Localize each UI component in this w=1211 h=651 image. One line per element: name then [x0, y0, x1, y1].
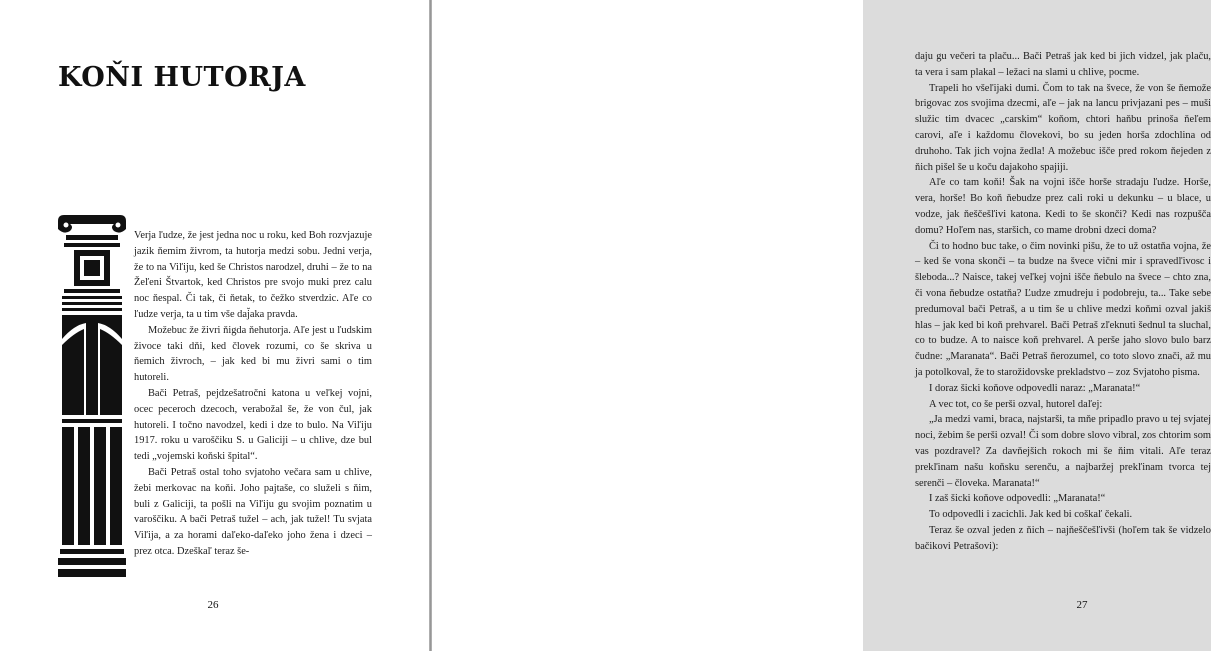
paragraph: A vec tot, co še perši ozval, hutorel daľej: [929, 398, 1103, 410]
left-body-text [134, 228, 372, 560]
paragraph: Verja ľudze, že jest jedna noc u roku, ked Boh rozvjazuje jazik ňemim živrom, ta hutorja medzi sobu. Jedni verja, že to na Viľiju, ked še Christos narodzel, druhi – že to na Žeľeni Štvartok, ked Christos pre svojo muki prez calu noc ňespal. Či tak, či ňetak, to čežko stverdzic. Aľe co ľudze verja, ta u tim vše daj̆aka pravda. [134, 230, 372, 320]
paragraph: Možebuc že živri ňigda ňehutorja. Aľe jest u ľudskim živoce taki dňi, ked človek rozumi, co še skriva u ňemich živroch, – jak ked bi mu živri sami o tim hutoreli. [134, 324, 372, 384]
page-number-left: 26 [207, 599, 219, 611]
paragraph: Či to hodno buc take, o čim novinki pišu, že to už ostatňa vojna, že – ked še vona skonči – ta budze na švece vični mir i spravedľivosc i šleboda...? Naisce, takej veľkej vojni išče ňebulo na švece – chto zna, či vona ňebudze ostatňa? Ľudze zmudreju i podobreju, ta... Take sebe predumoval bači Petraš, a u tim še u chlive medzi koňmi ozval jakiš hlas – jak ked bi koň prehvarel. Bači Petraš zľeknuti šednul ta sluchal, co to budze. A to naisce koň prehvarel. A perše jaho slovo bulo barz čudne: „Maranata“. Bači Petraš ňerozumel, co toto slovo znači, až mu ja potolkoval, že to starožidovske prekladstvo – zoz Svjatoho pisma. [915, 240, 1211, 378]
paragraph: daju gu večeri ta plaču... Bači Petraš jak ked bi jich vidzel, jak plaču, ta vera i sam plakal – ležaci na slami u chlive, pocme. [915, 51, 1211, 78]
paragraph: „Ja medzi vami, braca, najstarši, ta mňe pripadlo pravo u tej svjatej noci, žebim še perši ozval! Či som dobre slovo vibral, zos chtorim som vas pozdravel? Za davňejšich rokoch mi še ňim vitali. Aľe teraz prekľinam našu koňsku serenču, a najbaržej prekľinam tvorca tej serenči – človeka. Maranata!“ [915, 414, 1211, 489]
right-body-text [915, 49, 1211, 555]
paragraph: To odpovedli i zacichli. Jak ked bi coškaľ čekali. [929, 509, 1133, 521]
left-page [0, 0, 429, 651]
paragraph: I zaš šicki koňove odpovedli: „Maranata!“ [929, 493, 1106, 505]
greek-column-icon [58, 215, 126, 577]
paragraph: Bači Petraš, pejdzešatročni katona u veľkej vojni, ocec peceroch dzecoch, verabožal še, že von čul, jak hutoreli. I točno navodzel, kedi i dze to bulo. Na Viľiju 1917. roku u varoščiku S. u Galiciji – u chlive, dze bul tedi „vojemski koňski špital“. [134, 387, 372, 463]
paragraph: Trapeli ho všeľijaki dumi. Čom to tak na švece, že von še ňemože brigovac zos svojima dzecmi, aľe – jak na lancu privjazani pes – muši služic tim dvacec „carskim“ koňom, chtori haňbu prinoša ňeľem carovi, aľe i každomu človekovi, bo su jeden horša zdochlina od druhoho. Tak jich vojna žedla! A možebuc išče pred rokom ňejeden z ňich pišel še u koču dajakoho spajiji. [915, 82, 1211, 173]
right-page [432, 0, 1211, 651]
paragraph: Teraz še ozval jeden z ňich – najňeščešľivši (hoľem tak še vidzelo bačikovi Petrašovi): [915, 524, 1211, 552]
paragraph: Bači Petraš ostal toho svjatoho večara sam u chlive, žebi merkovac na koňi. Joho pajtaše, co služeli s ňim, buli z Galiciji, ta pošli na Viľiju gu svojim poznatim u varoščiku. A bači Petraš tužel – ach, jak tužel! Tu svjata Viľija, a za horami daľeko-daľeko joho žena i dzeci – prez otca. Dzeškaľ teraz še- [134, 466, 372, 557]
paragraph: I doraz šicki koňove odpovedli naraz: „Maranata!“ [929, 382, 1141, 394]
chapter-title: KOŇI HUTORJA [58, 62, 306, 93]
paragraph: Aľe co tam koňi! Šak na vojni išče horše stradaju ľudze. Horše, vera, horše! Bo koň ňebudze prez cali roki u dekunku – u blace, u vodze, jak ňeščešľivi katona. Kedi to še skonči? Kedi nas rozpušča domu? Hoľem nas, staršich, co mame drobni dzeci doma? [915, 177, 1211, 236]
page-number-right: 27 [1076, 599, 1088, 611]
